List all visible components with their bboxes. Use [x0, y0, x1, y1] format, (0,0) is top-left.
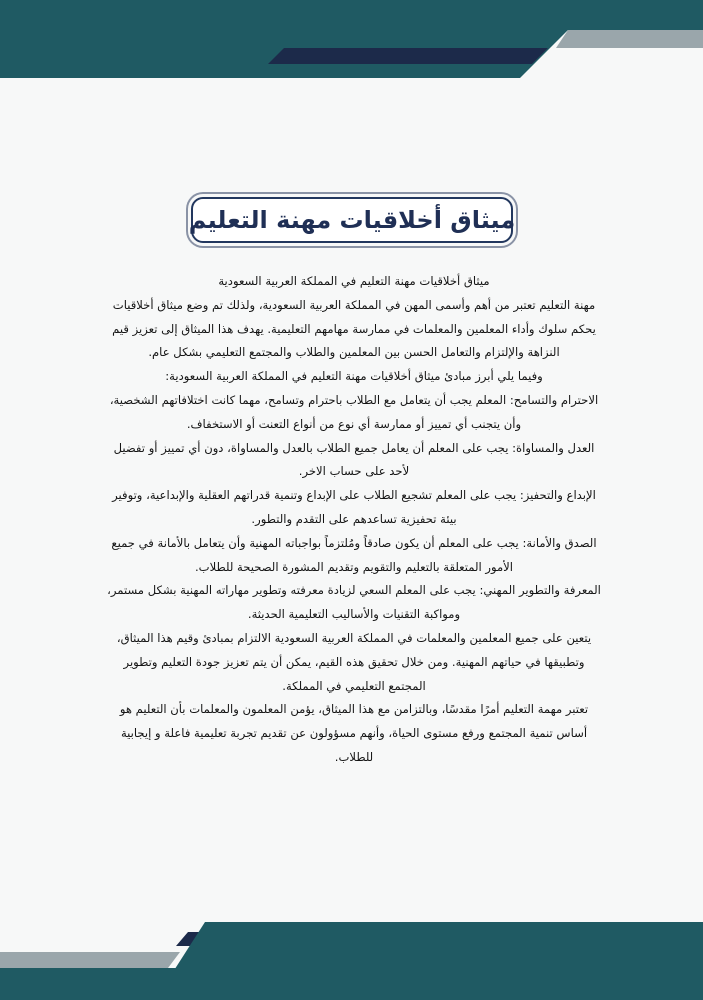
title-frame: [188, 197, 516, 243]
body-text: [104, 270, 604, 770]
top-gray-slant: [556, 30, 703, 48]
page-title: ميثاق أخلاقيات مهنة التعليم: [188, 206, 516, 234]
principle-justice: العدل والمساواة: يجب على المعلم أن يعامل جميع الطلاب بالعدل والمساواة، دون أي تمييز أو تفضيل لأحد على حساب الاخر.: [113, 440, 595, 479]
intro-heading: ميثاق أخلاقيات مهنة التعليم في المملكة العربية السعودية: [218, 274, 490, 288]
closing-paragraph: تعتبر مهمة التعليم أمرًا مقدسًا، وبالتزامن مع هذا الميثاق، يؤمن المعلمون والمعلمات بأن التعليم هو أساس تنمية المجتمع ورفع مستوى الحياة، وأنهم مسؤولون عن تقديم تجربة تعليمية فاعلة و إيجابية للطلاب.: [119, 702, 589, 764]
top-navy-bar: [268, 48, 548, 64]
principle-development: المعرفة والتطوير المهني: يجب على المعلم السعي لزيادة معرفته وتطوير مهاراته المهنية بشكل مستمر، ومواكبة التقنيات والأساليب التعليمية الحديثة.: [107, 583, 601, 622]
top-teal-band: [0, 0, 703, 30]
principles-lead: وفيما يلي أبرز مبادئ ميثاق أخلاقيات مهنة التعليم في المملكة العربية السعودية:: [165, 369, 543, 384]
principle-creativity: الإبداع والتحفيز: يجب على المعلم تشجيع الطلاب على الإبداع وتنمية قدراتهم العقلية والإبداعية، وتوفير بيئة تحفيزية تساعدهم على التقدم والتطور.: [112, 488, 596, 526]
bottom-teal-band: [0, 968, 703, 1000]
commitment-paragraph: يتعين على جميع المعلمين والمعلمات في المملكة العربية السعودية الالتزام بمبادئ وقيم هذا الميثاق، وتطبيقها في حياتهم المهنية. ومن خلال تحقيق هذه القيم، يمكن أن يتم تعزيز جودة التعليم وتطوير المجتمع التعليمي في المملكة.: [116, 630, 592, 693]
principle-respect: الاحترام والتسامح: المعلم يجب أن يتعامل مع الطلاب باحترام وتسامح، مهما كانت اختلافاتهم الشخصية، وأن يتجنب أي تمييز أو ممارسة أي نوع من أنواع التعنت أو الاستخفاف.: [109, 392, 599, 431]
principle-honesty: الصدق والأمانة: يجب على المعلم أن يكون صادقاً ومُلتزماً بواجباته المهنية وأن يتعامل بالأمانة في جميع الأمور المتعلقة بالتعليم والتقويم وتقديم المشورة الصحيحة للطلاب.: [111, 535, 597, 574]
bottom-gray-slant: [0, 952, 180, 968]
intro-paragraph: مهنة التعليم تعتبر من أهم وأسمى المهن في المملكة العربية السعودية، ولذلك تم وضع ميثاق أخلاقيات يحكم سلوك وأداء المعلمين والمعلمات في ممارسة مهامهم التعليمية. يهدف هذا الميثاق إلى تعزيز قيم النزاهة والإلتزام والتعامل الحسن بين المعلمين والطلاب والمجتمع التعليمي بشكل عام.: [112, 297, 596, 360]
